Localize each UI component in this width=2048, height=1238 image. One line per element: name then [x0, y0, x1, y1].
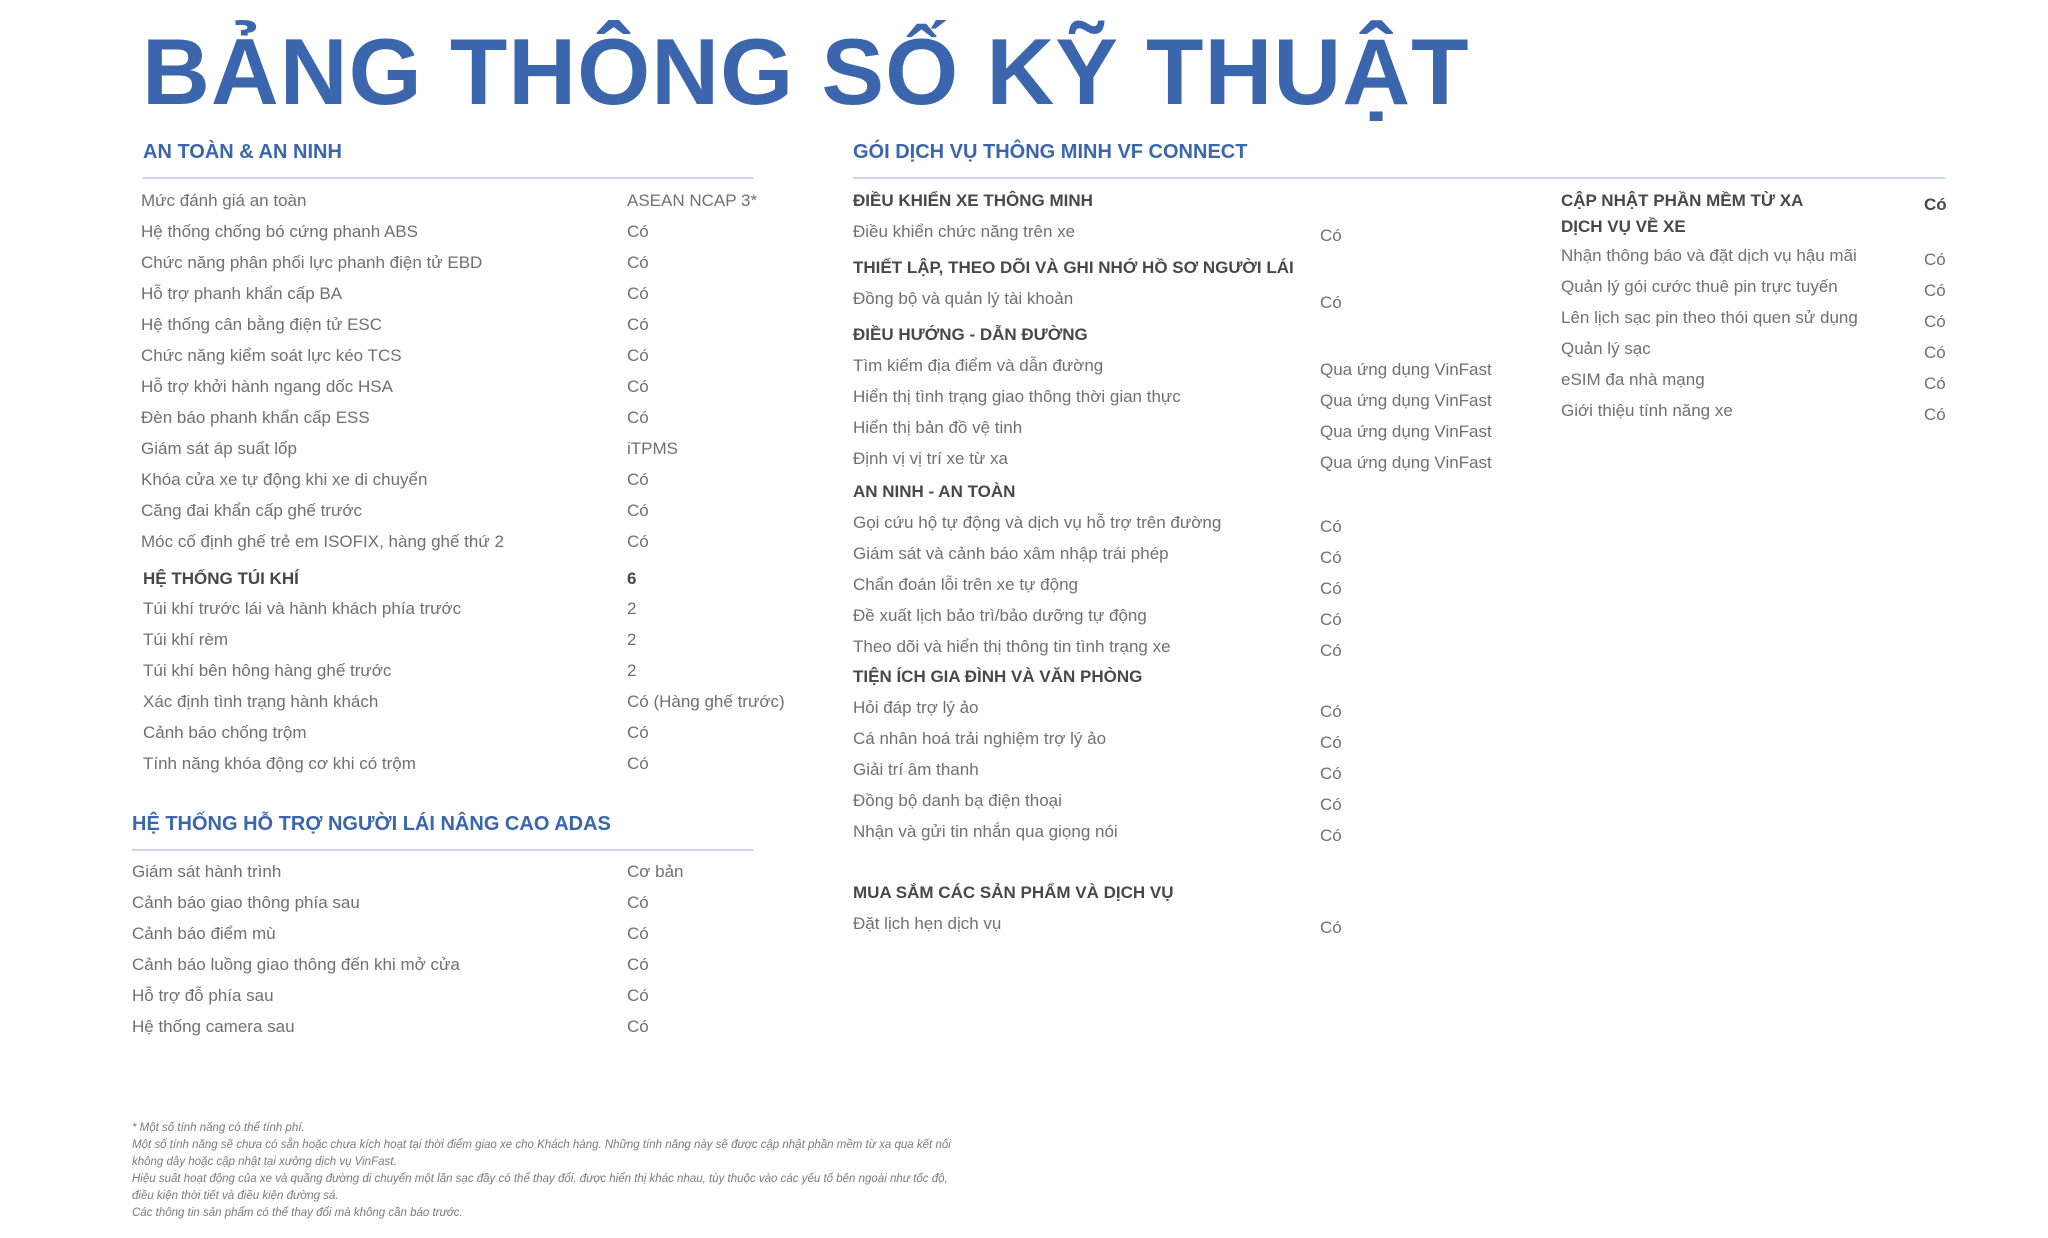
- airbag-row: [143, 754, 823, 785]
- ota-row: [1561, 370, 1951, 401]
- spec-value: Có: [627, 222, 649, 241]
- safety-row: [141, 315, 821, 346]
- ota-row: [1561, 246, 1951, 277]
- spec-label: Cảnh báo chống trộm: [143, 723, 307, 742]
- section-divider: [132, 849, 753, 851]
- safety-row: [141, 191, 821, 222]
- spec-value: Có: [1320, 579, 1342, 598]
- airbag-header-label: HỆ THỐNG TÚI KHÍ: [143, 569, 299, 588]
- adas-row: [132, 862, 812, 893]
- spec-label: Lên lịch sạc pin theo thói quen sử dụng: [1561, 308, 1858, 327]
- footnote-line: Một số tính năng sẽ chưa có sẵn hoặc chưa kích hoạt tại thời điểm giao xe cho Khách hàng. Những tính năng này sẽ được cập nhật phần mềm từ xa qua kết nối: [132, 1139, 951, 1151]
- vf-connect-group-heading: ĐIỀU KHIỂN XE THÔNG MINH: [853, 191, 1093, 210]
- spec-label: Hệ thống cân bằng điện tử ESC: [141, 315, 383, 334]
- spec-label: Cảnh báo điểm mù: [132, 924, 276, 943]
- spec-label: Tìm kiếm địa điểm và dẫn đường: [853, 356, 1104, 375]
- vf-connect-row: [853, 575, 1503, 606]
- adas-row: [132, 1017, 812, 1048]
- spec-value: Có: [1924, 405, 1946, 424]
- airbag-row: [143, 599, 823, 630]
- adas-row: [132, 986, 812, 1017]
- vf-connect-row: [853, 760, 1503, 791]
- spec-label: Hỗ trợ phanh khẩn cấp BA: [141, 284, 343, 303]
- section-heading-adas: HỆ THỐNG HỖ TRỢ NGƯỜI LÁI NÂNG CAO ADAS: [132, 813, 611, 835]
- ota-heading-line1: CẬP NHẬT PHẦN MỀM TỪ XA: [1561, 191, 1804, 210]
- vf-connect-row: [853, 822, 1503, 853]
- spec-label: Đặt lịch hẹn dịch vụ: [853, 914, 1002, 933]
- footnote-line: Các thông tin sản phẩm có thể thay đổi mà không cần báo trước.: [132, 1207, 463, 1219]
- spec-label: Hệ thống camera sau: [132, 1017, 295, 1036]
- vf-connect-row: [853, 729, 1503, 760]
- spec-value: Có: [627, 284, 649, 303]
- spec-value: Có: [627, 470, 649, 489]
- spec-value: Có: [627, 532, 649, 551]
- vf-connect-row: [853, 914, 1503, 945]
- vf-connect-group-heading: MUA SẮM CÁC SẢN PHẨM VÀ DỊCH VỤ: [853, 883, 1174, 902]
- safety-row: [141, 408, 821, 439]
- spec-label: Hỗ trợ đỗ phía sau: [132, 986, 274, 1005]
- spec-label: Nhận và gửi tin nhắn qua giọng nói: [853, 822, 1118, 841]
- safety-row: [141, 377, 821, 408]
- spec-label: Khóa cửa xe tự động khi xe di chuyển: [141, 470, 428, 489]
- safety-row: [141, 284, 821, 315]
- spec-label: Đồng bộ danh bạ điện thoại: [853, 791, 1062, 810]
- spec-value: Có: [1320, 610, 1342, 629]
- spec-label: Giải trí âm thanh: [853, 760, 979, 779]
- spec-value: Qua ứng dụng VinFast: [1320, 453, 1492, 472]
- airbag-header-value: 6: [627, 569, 637, 588]
- ota-heading: [1561, 188, 1803, 240]
- footnote-line: * Một số tính năng có thể tính phí.: [132, 1122, 305, 1134]
- spec-label: Đồng bộ và quản lý tài khoản: [853, 289, 1074, 308]
- spec-label: Túi khí rèm: [143, 630, 229, 649]
- vf-connect-row: [853, 222, 1503, 253]
- ota-heading-line2: DỊCH VỤ VỀ XE: [1561, 217, 1686, 236]
- page-title: BẢNG THÔNG SỐ KỸ THUẬT: [142, 19, 1470, 124]
- spec-value: Có: [627, 723, 649, 742]
- spec-value: 2: [627, 630, 637, 649]
- vf-connect-row: [853, 418, 1503, 449]
- airbag-header-row: [143, 569, 783, 600]
- spec-label: eSIM đa nhà mạng: [1561, 370, 1705, 389]
- vf-connect-row: [853, 387, 1503, 418]
- safety-row: [141, 470, 821, 501]
- spec-value: Có: [627, 986, 649, 1005]
- spec-value: Có: [627, 346, 649, 365]
- spec-label: Đèn báo phanh khẩn cấp ESS: [141, 408, 370, 427]
- spec-value: Có: [627, 955, 649, 974]
- spec-value: Có: [627, 754, 649, 773]
- spec-value: Có: [627, 315, 649, 334]
- spec-value: Có: [1320, 641, 1342, 660]
- spec-value: Có: [1320, 702, 1342, 721]
- spec-label: Điều khiển chức năng trên xe: [853, 222, 1076, 241]
- spec-value: Có: [1320, 548, 1342, 567]
- spec-label: Giám sát hành trình: [132, 862, 282, 881]
- spec-label: Mức đánh giá an toàn: [141, 191, 307, 210]
- section-heading-vf-connect: GÓI DỊCH VỤ THÔNG MINH VF CONNECT: [853, 141, 1248, 163]
- vf-connect-row: [853, 449, 1503, 480]
- spec-label: Hệ thống chống bó cứng phanh ABS: [141, 222, 418, 241]
- airbag-row: [143, 692, 823, 723]
- safety-row: [141, 439, 821, 470]
- safety-row: [141, 346, 821, 377]
- spec-value: Qua ứng dụng VinFast: [1320, 422, 1492, 441]
- vf-connect-row: [853, 791, 1503, 822]
- vf-connect-row: [853, 544, 1503, 575]
- spec-label: Đề xuất lịch bảo trì/bảo dưỡng tự động: [853, 606, 1147, 625]
- spec-value: Có: [1320, 764, 1342, 783]
- spec-label: Giới thiệu tính năng xe: [1561, 401, 1733, 420]
- spec-value: Có: [1320, 733, 1342, 752]
- vf-connect-row: [853, 513, 1503, 544]
- spec-label: Túi khí trước lái và hành khách phía trước: [143, 599, 462, 618]
- spec-value: 2: [627, 661, 637, 680]
- ota-row: [1561, 277, 1951, 308]
- spec-value: Có: [627, 253, 649, 272]
- vf-connect-row: [853, 698, 1503, 729]
- spec-label: Quản lý gói cước thuê pin trực tuyến: [1561, 277, 1838, 296]
- ota-heading-value: Có: [1924, 195, 1947, 214]
- spec-label: Chẩn đoán lỗi trên xe tự động: [853, 575, 1078, 594]
- ota-row: [1561, 401, 1951, 432]
- spec-label: Gọi cứu hộ tự động và dịch vụ hỗ trợ trên đường: [853, 513, 1222, 532]
- safety-row: [141, 253, 821, 284]
- vf-connect-group-heading: THIẾT LẬP, THEO DÕI VÀ GHI NHỚ HỒ SƠ NGƯỜI LÁI: [853, 258, 1294, 277]
- section-divider: [143, 177, 753, 179]
- spec-value: ASEAN NCAP 3*: [627, 191, 758, 210]
- section-divider: [853, 177, 1945, 179]
- spec-label: Hỏi đáp trợ lý ảo: [853, 698, 979, 717]
- adas-row: [132, 893, 812, 924]
- footnote-line: không dây hoặc cập nhật tại xưởng dịch vụ VinFast.: [132, 1156, 397, 1168]
- spec-label: Giám sát áp suất lốp: [141, 439, 297, 458]
- spec-label: Hiển thị tình trạng giao thông thời gian thực: [853, 387, 1181, 406]
- spec-value: Có: [1320, 826, 1342, 845]
- vf-connect-row: [853, 289, 1503, 320]
- spec-value: Có: [627, 1017, 649, 1036]
- spec-value: Có: [1924, 374, 1946, 393]
- spec-label: Chức năng phân phối lực phanh điện tử EBD: [141, 253, 483, 272]
- spec-value: 2: [627, 599, 637, 618]
- spec-value: Có: [627, 377, 649, 396]
- spec-value: Có: [1924, 281, 1946, 300]
- spec-label: Hỗ trợ khởi hành ngang dốc HSA: [141, 377, 393, 396]
- spec-label: Xác định tình trạng hành khách: [143, 692, 379, 711]
- footnote-line: điều kiện thời tiết và điều kiện đường sá.: [132, 1190, 339, 1202]
- safety-row: [141, 532, 821, 563]
- spec-value: iTPMS: [627, 439, 678, 458]
- spec-label: Giám sát và cảnh báo xâm nhập trái phép: [853, 544, 1169, 563]
- spec-label: Cá nhân hoá trải nghiệm trợ lý ảo: [853, 729, 1107, 748]
- safety-row: [141, 501, 821, 532]
- spec-value: Có: [1924, 343, 1946, 362]
- spec-value: Có: [1320, 226, 1342, 245]
- spec-value: Có: [1320, 918, 1342, 937]
- spec-value: Có: [627, 501, 649, 520]
- spec-value: Qua ứng dụng VinFast: [1320, 391, 1492, 410]
- ota-row: [1561, 308, 1951, 339]
- spec-value: Qua ứng dụng VinFast: [1320, 360, 1492, 379]
- spec-value: Có: [1320, 293, 1342, 312]
- airbag-row: [143, 723, 823, 754]
- spec-label: Theo dõi và hiển thị thông tin tình trạng xe: [853, 637, 1171, 656]
- spec-label: Nhận thông báo và đặt dịch vụ hậu mãi: [1561, 246, 1857, 265]
- airbag-row: [143, 661, 823, 692]
- spec-label: Quản lý sạc: [1561, 339, 1651, 358]
- airbag-row: [143, 630, 823, 661]
- safety-row: [141, 222, 821, 253]
- adas-row: [132, 924, 812, 955]
- footnote-line: Hiệu suất hoạt động của xe và quãng đường di chuyển một lần sạc đầy có thể thay đổi, được hiển thị khác nhau, tùy thuộc vào các yếu tố bên ngoài như tốc độ,: [132, 1173, 948, 1185]
- spec-label: Cảnh báo giao thông phía sau: [132, 893, 360, 912]
- spec-value: Cơ bản: [627, 862, 684, 881]
- spec-label: Chức năng kiểm soát lực kéo TCS: [141, 346, 402, 365]
- spec-label: Căng đai khẩn cấp ghế trước: [141, 501, 362, 520]
- adas-row: [132, 955, 812, 986]
- spec-label: Móc cố định ghế trẻ em ISOFIX, hàng ghế thứ 2: [141, 532, 504, 551]
- section-heading-safety: AN TOÀN & AN NINH: [143, 141, 342, 163]
- spec-value: Có: [1924, 312, 1946, 331]
- footnotes: [132, 1120, 1072, 1222]
- spec-value: Có: [627, 408, 649, 427]
- spec-value: Có: [627, 924, 649, 943]
- spec-value: Có: [1320, 795, 1342, 814]
- vf-connect-group-heading: ĐIỀU HƯỚNG - DẪN ĐƯỜNG: [853, 325, 1088, 344]
- spec-label: Túi khí bên hông hàng ghế trước: [143, 661, 392, 680]
- spec-label: Định vị vị trí xe từ xa: [853, 449, 1008, 468]
- spec-value: Có: [627, 893, 649, 912]
- spec-value: Có (Hàng ghế trước): [627, 692, 785, 711]
- vf-connect-group-heading: TIỆN ÍCH GIA ĐÌNH VÀ VĂN PHÒNG: [853, 667, 1143, 686]
- spec-value: Có: [1924, 250, 1946, 269]
- vf-connect-row: [853, 606, 1503, 637]
- vf-connect-row: [853, 356, 1503, 387]
- spec-value: Có: [1320, 517, 1342, 536]
- vf-connect-group-heading: AN NINH - AN TOÀN: [853, 482, 1016, 501]
- vf-connect-row: [853, 637, 1503, 668]
- spec-label: Hiển thị bản đồ vệ tinh: [853, 418, 1023, 437]
- spec-label: Cảnh báo luồng giao thông đến khi mở cửa: [132, 955, 460, 974]
- spec-label: Tính năng khóa động cơ khi có trộm: [143, 754, 416, 773]
- ota-row: [1561, 339, 1951, 370]
